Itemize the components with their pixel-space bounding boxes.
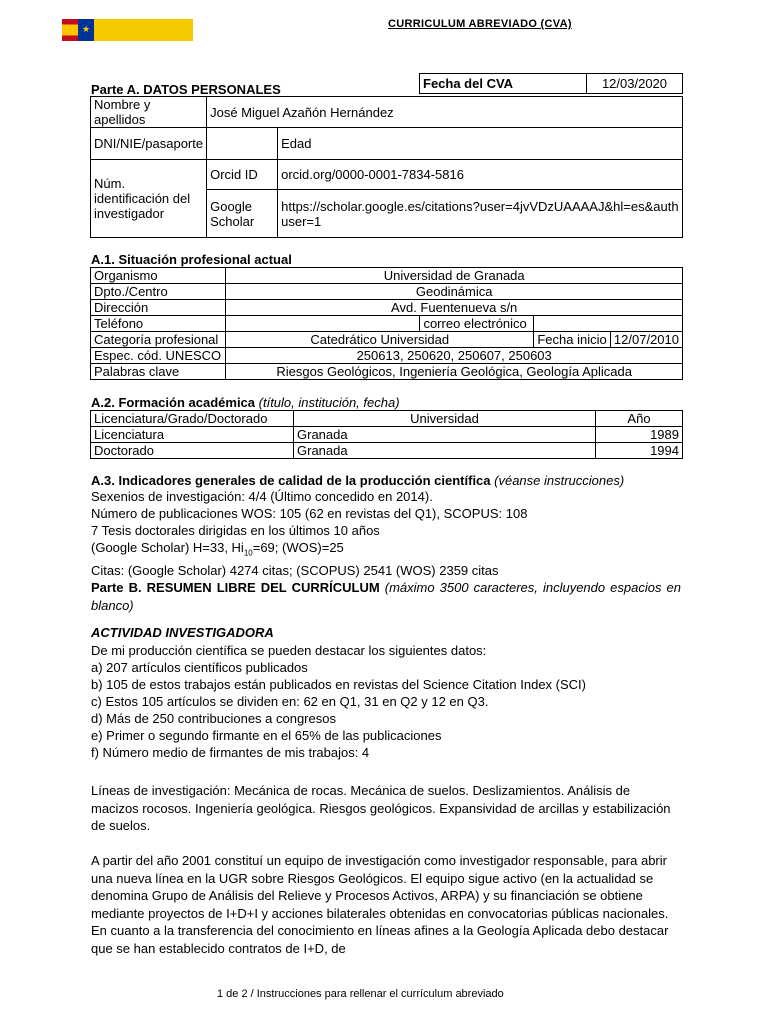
correo-value — [534, 316, 683, 332]
list-item: b) 105 de estos trabajos están publicados en revistas del Science Citation Index (SCI) — [91, 677, 586, 692]
actividad-title: ACTIVIDAD INVESTIGADORA — [91, 625, 274, 640]
fecha-cva-label: Fecha del CVA — [420, 74, 587, 94]
ministry-logo — [62, 19, 193, 41]
table-row — [91, 427, 683, 443]
indicator-citas: Citas: (Google Scholar) 4274 citas; (SCOPUS) 2541 (WOS) 2359 citas — [91, 562, 499, 578]
indicator-line: Número de publicaciones WOS: 105 (62 en revistas del Q1), SCOPUS: 108 — [91, 506, 528, 521]
fecha-inicio-value: 12/07/2010 — [610, 332, 682, 348]
document-title: CURRICULUM ABREVIADO (CVA) — [388, 18, 572, 30]
orcid-value: orcid.org/0000-0001-7834-5816 — [278, 160, 683, 190]
palabras-label: Palabras clave — [91, 364, 226, 380]
unesco-value: 250613, 250620, 250607, 250603 — [226, 348, 683, 364]
formacion-header-titulo: Licenciatura/Grado/Doctorado — [91, 411, 294, 427]
a3-indicators — [91, 488, 527, 579]
a2-subtitle: (título, institución, fecha) — [258, 395, 400, 410]
personal-data-table — [90, 96, 683, 238]
telefono-value — [226, 316, 420, 332]
a2-heading — [91, 395, 400, 410]
formacion-universidad: Granada — [294, 427, 596, 443]
fecha-cva-value: 12/03/2020 — [587, 74, 683, 94]
formacion-titulo: Doctorado — [91, 443, 294, 459]
actividad-list — [91, 642, 586, 761]
a3-heading — [91, 473, 624, 488]
hindex-subscript: 10 — [243, 548, 253, 558]
formacion-titulo: Licenciatura — [91, 427, 294, 443]
part-b-title: Parte B. RESUMEN LIBRE DEL CURRÍCULUM — [91, 580, 380, 595]
dpto-label: Dpto./Centro — [91, 284, 226, 300]
categoria-value: Catedrático Universidad — [226, 332, 534, 348]
nombre-value: José Miguel Azañón Hernández — [207, 97, 683, 128]
categoria-label: Categoría profesional — [91, 332, 226, 348]
scholar-label: Google Scholar — [207, 190, 278, 238]
organismo-label: Organismo — [91, 268, 226, 284]
part-a-title: Parte A. DATOS PERSONALES — [91, 82, 281, 97]
scholar-value: https://scholar.google.es/citations?user=4jvVDzUAAAAJ&hl=es&authuser=1 — [278, 190, 683, 238]
dni-value — [207, 128, 278, 160]
part-b-subtitle: (máximo 3500 caracteres, incluyendo espacios en blanco) — [91, 580, 681, 613]
formacion-header-ano: Año — [596, 411, 683, 427]
a3-subtitle: (véanse instrucciones) — [494, 473, 625, 488]
page-footer: 1 de 2 / Instrucciones para rellenar el currículum abreviado — [217, 988, 504, 1000]
fecha-inicio-label: Fecha inicio — [534, 332, 611, 348]
equipo-paragraph: A partir del año 2001 constituí un equipo de investigación como investigador responsable, para abrir una nueva línea en la UGR sobre Riesgos Geológicos. El equipo sigue activo (en la actualidad se denomina Grupo de Análisis del Relieve y Procesos Activos, ARPA) y su financiación se obtiene mediante proyectos de I+D+I y acciones bilaterales obtenidas en convocatorias públicas nacionales. En cuanto a la transferencia del conocimiento en líneas afines a la Geología Aplicada debo destacar que se han establecido contratos de I+D, de — [91, 853, 669, 956]
unesco-label: Espec. cód. UNESCO — [91, 348, 226, 364]
a1-title: A.1. Situación profesional actual — [91, 252, 292, 267]
dni-label: DNI/NIE/pasaporte — [91, 128, 207, 160]
list-item: e) Primer o segundo firmante en el 65% de las publicaciones — [91, 728, 442, 743]
indicator-line: Sexenios de investigación: 4/4 (Último concedido en 2014). — [91, 489, 433, 504]
telefono-label: Teléfono — [91, 316, 226, 332]
edad-label: Edad — [278, 128, 683, 160]
a3-title: A.3. Indicadores generales de calidad de la producción científica — [91, 473, 491, 488]
direccion-value: Avd. Fuentenueva s/n — [226, 300, 683, 316]
indicator-hindex — [91, 539, 527, 562]
spain-flag-icon — [62, 19, 78, 41]
nombre-label: Nombre y apellidos — [91, 97, 207, 128]
organismo-value: Universidad de Granada — [226, 268, 683, 284]
formacion-ano: 1989 — [596, 427, 683, 443]
num-id-label: Núm. identificación del investigador — [91, 160, 207, 238]
direccion-label: Dirección — [91, 300, 226, 316]
lineas-paragraph: Líneas de investigación: Mecánica de rocas. Mecánica de suelos. Deslizamientos. Análisis de macizos rocosos. Ingeniería geológica. Riesgos geológicos. Expansividad de arcillas y estabilización de suelos. — [91, 783, 671, 833]
dpto-value: Geodinámica — [226, 284, 683, 300]
orcid-label: Orcid ID — [207, 160, 278, 190]
a2-title: A.2. Formación académica — [91, 395, 256, 410]
list-item: f) Número medio de firmantes de mis trabajos: 4 — [91, 745, 370, 760]
palabras-value: Riesgos Geológicos, Ingeniería Geológica, Geología Aplicada — [226, 364, 683, 380]
logo-text-block — [94, 19, 193, 41]
fecha-cva-table — [419, 73, 683, 94]
list-item: c) Estos 105 artículos se dividen en: 62 en Q1, 31 en Q2 y 12 en Q3. — [91, 694, 489, 709]
correo-label: correo electrónico — [420, 316, 534, 332]
table-row — [91, 443, 683, 459]
formacion-header-universidad: Universidad — [294, 411, 596, 427]
eu-flag-icon — [78, 19, 94, 41]
hindex-text: (Google Scholar) H=33, Hi — [91, 540, 244, 555]
formacion-ano: 1994 — [596, 443, 683, 459]
hindex-text-end: =69; (WOS)=25 — [252, 540, 344, 555]
list-item: d) Más de 250 contribuciones a congresos — [91, 711, 336, 726]
list-item: a) 207 artículos científicos publicados — [91, 660, 308, 675]
indicator-line: 7 Tesis doctorales dirigidas en los últimos 10 años — [91, 523, 380, 538]
formacion-universidad: Granada — [294, 443, 596, 459]
part-b-heading — [91, 579, 681, 614]
actividad-intro: De mi producción científica se pueden destacar los siguientes datos: — [91, 643, 487, 658]
formacion-table — [90, 410, 683, 459]
situacion-table — [90, 267, 683, 380]
